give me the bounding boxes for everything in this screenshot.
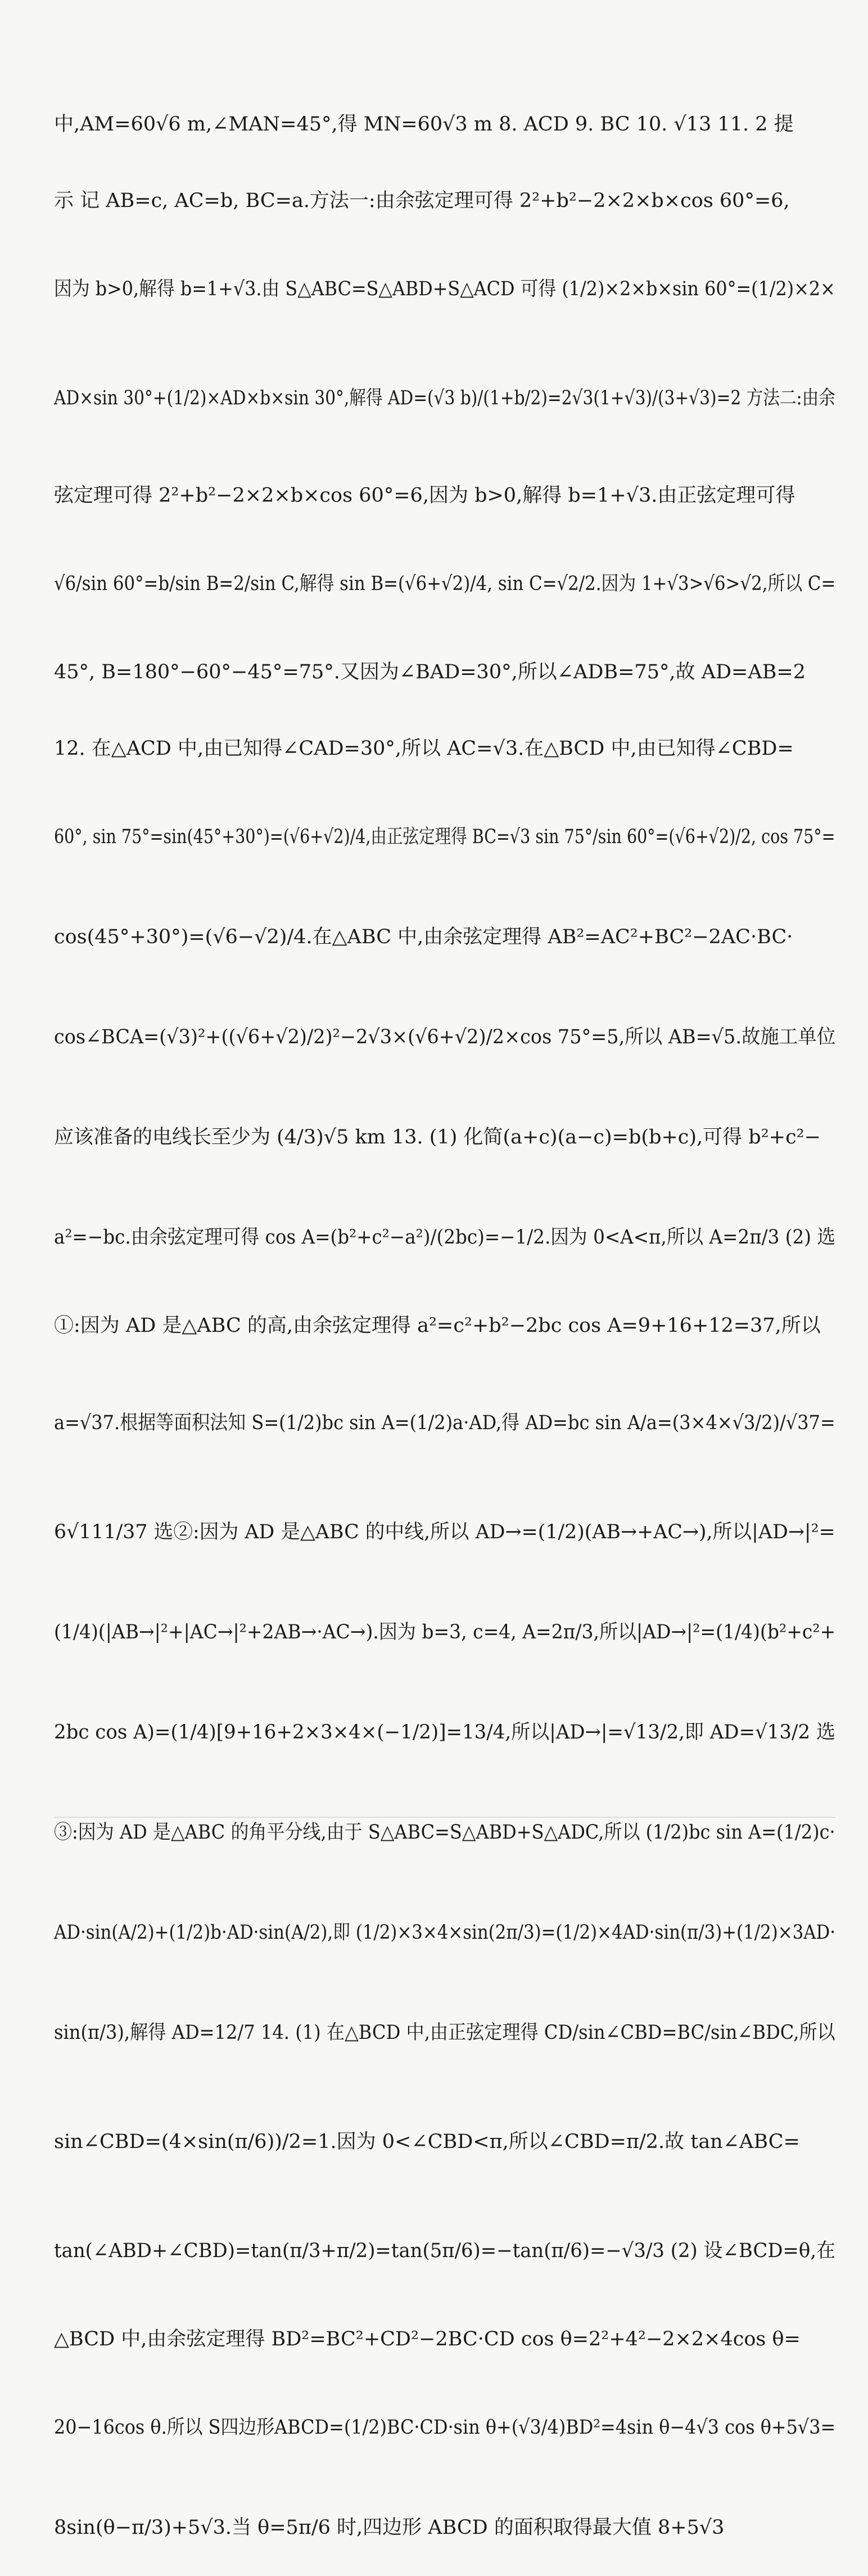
text-line <box>54 1086 835 1186</box>
text-line <box>54 2199 835 2299</box>
text-line <box>54 785 835 885</box>
text-line <box>54 1781 835 1881</box>
text-line <box>54 2299 835 2376</box>
text-line-content: sin(π/3),解得 AD=12/7 14. (1) 在△BCD 中,由正弦定理得 CD/sin∠CBD=BC/sin∠BDC,所以 <box>54 2021 835 2044</box>
text-line <box>54 1981 835 2081</box>
text-line-content: ③:因为 AD 是△ABC 的角平分线,由于 S△ABC=S△ABD+S△ADC,所以 (1/2)bc sin A=(1/2)c· <box>54 1821 835 1844</box>
text-line-content: (1/4)(|AB→|²+|AC→|²+2AB→·AC→).因为 b=3, c=4, A=2π/3,所以|AD→|²=(1/4)(b²+c²+ <box>54 1621 836 1643</box>
text-line-content: AD·sin(A/2)+(1/2)b·AD·sin(A/2),即 (1/2)×3×4×sin(2π/3)=(1/2)×4AD·sin(π/3)+(1/2)×3AD· <box>54 1921 836 1944</box>
text-line-content: 12. 在△ACD 中,由已知得∠CAD=30°,所以 AC=√3.在△BCD 中,由已知得∠CBD= <box>54 737 794 760</box>
text-line-content: 弦定理可得 2²+b²−2×2×b×cos 60°=6,因为 b>0,解得 b=1+√3.由正弦定理可得 <box>54 484 795 507</box>
text-line <box>54 1286 835 1362</box>
text-line-content: sin∠CBD=(4×sin(π/6))/2=1.因为 0<∠CBD<π,所以∠CBD=π/2.故 tan∠ABC= <box>54 2131 800 2153</box>
text-line-content: √6/sin 60°=b/sin B=2/sin C,解得 sin B=(√6+√2)/4, sin C=√2/2.因为 1+√3>√6>√2,所以 C= <box>54 573 836 595</box>
text-line-content: a²=−bc.由余弦定理可得 cos A=(b²+c²−a²)/(2bc)=−1/2.因为 0<A<π,所以 A=2π/3 (2) 选 <box>54 1226 835 1249</box>
text-line <box>54 632 835 709</box>
text-line <box>54 1881 835 1981</box>
text-line <box>54 1186 835 1286</box>
text-line-content: cos(45°+30°)=(√6−√2)/4.在△ABC 中,由余弦定理得 AB²=AC²+BC²−2AC·BC· <box>54 926 793 948</box>
text-line <box>54 456 835 532</box>
text-line <box>54 532 835 632</box>
text-line-content: 示 记 AB=c, AC=b, BC=a.方法一:由余弦定理可得 2²+b²−2×2×b×cos 60°=6, <box>54 190 790 212</box>
text-line-content: 8sin(θ−π/3)+5√3.当 θ=5π/6 时,四边形 ABCD 的面积取得最大值 8+5√3 <box>54 2516 725 2539</box>
text-line <box>54 161 835 237</box>
solution-text <box>54 84 835 2576</box>
text-line <box>54 337 835 456</box>
text-line-content: △BCD 中,由余弦定理得 BD²=BC²+CD²−2BC·CD cos θ=2²+4²−2×2×4cos θ= <box>54 2328 801 2350</box>
page-divider <box>54 1817 835 1818</box>
text-line <box>54 709 835 785</box>
text-line <box>54 237 835 337</box>
text-line-content: cos∠BCA=(√3)²+((√6+√2)/2)²−2√3×(√6+√2)/2×cos 75°=5,所以 AB=√5.故施工单位 <box>54 1026 836 1048</box>
text-line <box>54 885 835 985</box>
text-line-content: 45°, B=180°−60°−45°=75°.又因为∠BAD=30°,所以∠ADB=75°,故 AD=AB=2 <box>54 661 806 683</box>
text-line-content: 6√111/37 选②:因为 AD 是△ABC 的中线,所以 AD→=(1/2)(AB→+AC→),所以|AD→|²= <box>54 1521 835 1543</box>
text-line-content: 中,AM=60√6 m,∠MAN=45°,得 MN=60√3 m 8. ACD 9. BC 10. √13 11. 2 提 <box>54 113 794 136</box>
text-line-content: 因为 b>0,解得 b=1+√3.由 S△ABC=S△ABD+S△ACD 可得 (1/2)×2×b×sin 60°=(1/2)×2× <box>54 278 835 300</box>
text-line-content: 2bc cos A)=(1/4)[9+16+2×3×4×(−1/2)]=13/4,所以|AD→|=√13/2,即 AD=√13/2 选 <box>54 1721 835 1744</box>
text-line-content: AD×sin 30°+(1/2)×AD×b×sin 30°,解得 AD=(√3 b)/(1+b/2)=2√3(1+√3)/(3+√3)=2 方法二:由余 <box>54 387 835 409</box>
text-line-content: 20−16cos θ.所以 S四边形ABCD=(1/2)BC·CD·sin θ+(√3/4)BD²=4sin θ−4√3 cos θ+5√3= <box>54 2416 836 2439</box>
text-line <box>54 1480 835 1580</box>
text-line <box>54 2376 835 2476</box>
text-line-content: a=√37.根据等面积法知 S=(1/2)bc sin A=(1/2)a·AD,得 AD=bc sin A/a=(3×4×√3/2)/√37= <box>54 1412 835 1434</box>
text-line <box>54 1580 835 1681</box>
text-line <box>54 1362 835 1480</box>
text-line <box>54 2081 835 2199</box>
text-line <box>54 2476 835 2576</box>
text-line-content: 应该准备的电线长至少为 (4/3)√5 km 13. (1) 化简(a+c)(a−c)=b(b+c),可得 b²+c²− <box>54 1126 821 1149</box>
text-line-content: ①:因为 AD 是△ABC 的高,由余弦定理得 a²=c²+b²−2bc cos A=9+16+12=37,所以 <box>54 1314 821 1337</box>
text-line <box>54 84 835 161</box>
text-line-content: 60°, sin 75°=sin(45°+30°)=(√6+√2)/4,由正弦定理得 BC=√3 sin 75°/sin 60°=(√6+√2)/2, cos 75°= <box>54 826 835 848</box>
text-line-content: tan(∠ABD+∠CBD)=tan(π/3+π/2)=tan(5π/6)=−tan(π/6)=−√3/3 (2) 设∠BCD=θ,在 <box>54 2240 836 2262</box>
text-line <box>54 1681 835 1781</box>
text-line <box>54 985 835 1086</box>
